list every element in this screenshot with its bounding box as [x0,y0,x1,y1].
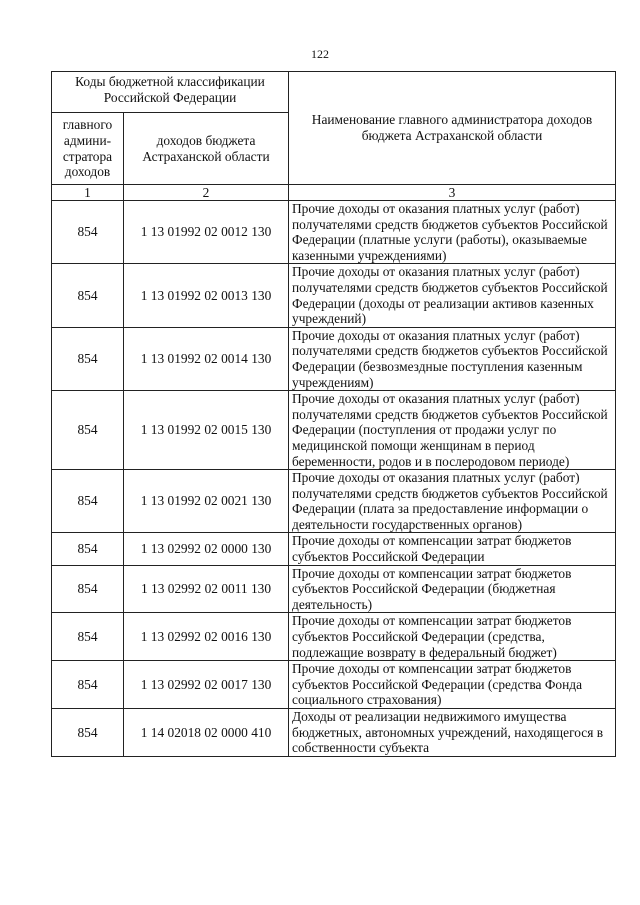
revenue-name-cell: Прочие доходы от компенсации затрат бюджетов субъектов Российской Федерации (бюджетная деятельность) [289,565,616,613]
revenue-name-cell: Прочие доходы от оказания платных услуг (работ) получателями средств бюджетов субъектов Российской Федерации (безвозмездные поступления казенным учреждениям) [289,327,616,390]
administrator-code-cell: 854 [52,391,124,470]
table-row [52,613,616,661]
header-classification-codes: Коды бюджетной классификации Российской Федерации [52,72,289,113]
column-number-row [52,185,616,201]
revenue-code-cell: 1 13 01992 02 0014 130 [124,327,289,390]
table-row [52,709,616,757]
table-body [52,201,616,757]
revenue-name-cell: Прочие доходы от компенсации затрат бюджетов субъектов Российской Федерации (средства, подлежащие возврату в федеральный бюджет) [289,613,616,661]
column-number: 3 [289,185,616,201]
table-row [52,533,616,565]
revenue-code-cell: 1 13 02992 02 0011 130 [124,565,289,613]
administrator-code-cell: 854 [52,470,124,533]
administrator-code-cell: 854 [52,327,124,390]
administrator-code-cell: 854 [52,661,124,709]
revenue-name-cell: Прочие доходы от оказания платных услуг (работ) получателями средств бюджетов субъектов Российской Федерации (поступления от продажи услуг по медицинской помощи женщинам в период беременности, родов и в послеродовом периоде) [289,391,616,470]
revenue-name-cell: Прочие доходы от оказания платных услуг (работ) получателями средств бюджетов субъектов Российской Федерации (платные услуги (работы), оказываемые казенными учреждениями) [289,201,616,264]
administrator-code-cell: 854 [52,264,124,327]
revenue-code-cell: 1 13 01992 02 0013 130 [124,264,289,327]
revenue-name-cell: Прочие доходы от компенсации затрат бюджетов субъектов Российской Федерации [289,533,616,565]
page-number: 122 [311,47,329,61]
administrator-code-cell: 854 [52,565,124,613]
table-header-row [52,72,616,113]
administrator-code-cell: 854 [52,533,124,565]
revenue-name-cell: Прочие доходы от оказания платных услуг (работ) получателями средств бюджетов субъектов Российской Федерации (доходы от реализации активов казенных учреждений) [289,264,616,327]
header-budget-revenue: доходов бюджета Астраханской области [124,113,289,185]
table-row [52,565,616,613]
table-row [52,327,616,390]
header-administrator-name: Наименование главного администратора доходов бюджета Астраханской области [289,72,616,185]
header-main-administrator: главного админи-стратора доходов [52,113,124,185]
revenue-code-cell: 1 13 02992 02 0000 130 [124,533,289,565]
revenue-code-cell: 1 13 01992 02 0021 130 [124,470,289,533]
revenue-name-cell: Прочие доходы от оказания платных услуг (работ) получателями средств бюджетов субъектов Российской Федерации (плата за предоставление информации о деятельности государственных органов) [289,470,616,533]
table-row [52,264,616,327]
revenue-code-cell: 1 13 01992 02 0015 130 [124,391,289,470]
revenue-name-cell: Доходы от реализации недвижимого имущества бюджетных, автономных учреждений, находящегося в собственности субъекта [289,709,616,757]
table-row [52,470,616,533]
administrator-code-cell: 854 [52,613,124,661]
revenue-code-cell: 1 13 02992 02 0016 130 [124,613,289,661]
column-number: 1 [52,185,124,201]
table-row [52,201,616,264]
revenue-name-cell: Прочие доходы от компенсации затрат бюджетов субъектов Российской Федерации (средства Фонда социального страхования) [289,661,616,709]
revenue-code-cell: 1 13 02992 02 0017 130 [124,661,289,709]
revenue-codes-table [51,71,616,757]
revenue-code-cell: 1 13 01992 02 0012 130 [124,201,289,264]
table-row [52,391,616,470]
administrator-code-cell: 854 [52,201,124,264]
administrator-code-cell: 854 [52,709,124,757]
table-row [52,661,616,709]
revenue-code-cell: 1 14 02018 02 0000 410 [124,709,289,757]
column-number: 2 [124,185,289,201]
